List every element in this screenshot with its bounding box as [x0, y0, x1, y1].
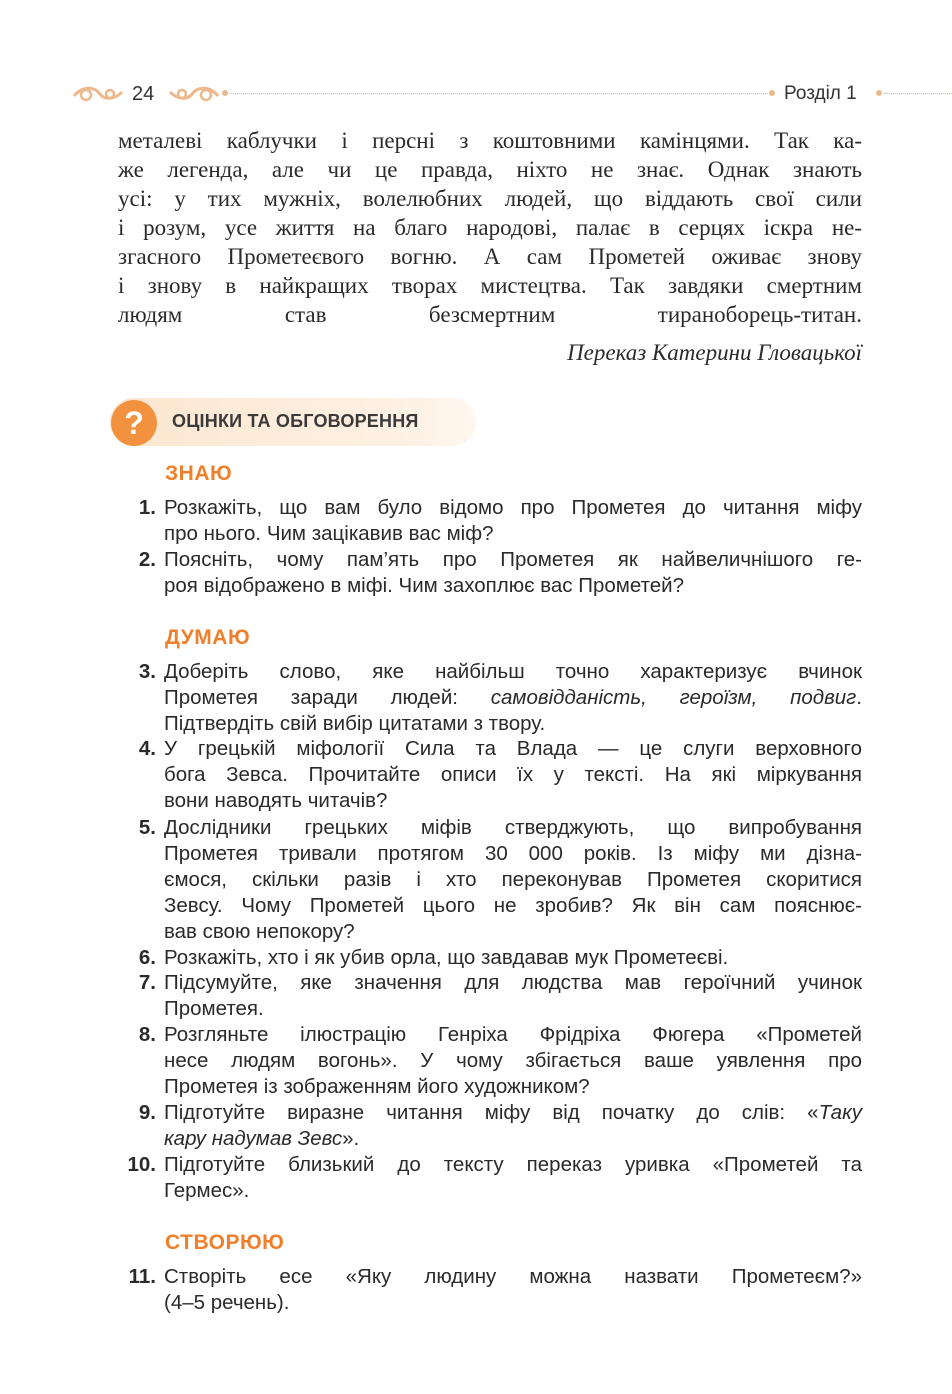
header-divider	[226, 93, 774, 94]
story-text	[118, 126, 862, 329]
question-number: 4.	[138, 737, 156, 760]
question-line: Доберіть слово, яке найбільш точно характеризує вчинок	[164, 660, 862, 683]
story-line: же легенда, але чи це правда, ніхто не знає. Однак знають	[118, 157, 862, 182]
question-icon: ?	[111, 400, 157, 446]
question-line: бога Зевса. Прочитайте описи їх у тексті. На які міркування	[164, 763, 862, 786]
question-number: 11.	[128, 1265, 156, 1288]
section-label: Розділ 1	[784, 83, 857, 104]
question-line	[164, 685, 862, 711]
question-line	[164, 1126, 862, 1152]
question-line: У грецькій міфології Сила та Влада — це слуги верховного	[164, 737, 862, 760]
question-number: 3.	[138, 660, 156, 683]
question-line: Поясніть, чому пам’ять про Прометея як найвеличнішого ге-	[164, 548, 862, 571]
question-number: 9.	[138, 1101, 156, 1124]
question-line: Підготуйте близький до тексту переказ уривка «Прометей та	[164, 1153, 862, 1176]
question-line: вав свою непокору?	[164, 920, 355, 943]
header-divider-dot	[769, 90, 775, 96]
question-text: .	[856, 686, 862, 709]
question-line: Гермес».	[164, 1179, 250, 1202]
question-text: ».	[342, 1127, 360, 1150]
question-text: Прометея заради людей:	[164, 686, 491, 709]
question-line: Прометея із зображенням його художником?	[164, 1075, 590, 1098]
question-number: 10.	[127, 1153, 156, 1176]
question-number: 8.	[138, 1023, 156, 1046]
page-header	[0, 72, 952, 116]
story-attribution: Переказ Катерини Гловацької	[567, 340, 862, 365]
question-line: (4–5 речень).	[164, 1291, 290, 1314]
page-number: 24	[132, 83, 155, 105]
question-number: 2.	[138, 548, 156, 571]
question-line: Підсумуйте, яке значення для людства мав героїчний учинок	[164, 971, 862, 994]
question-number: 6.	[138, 946, 156, 969]
question-italic-text: кару надумав Зевс	[164, 1127, 343, 1150]
question-number: 1.	[138, 496, 156, 519]
question-line: Прометея.	[164, 997, 264, 1020]
question-line: Дослідники грецьких міфів стверджують, що випробування	[164, 816, 862, 839]
question-line: роя відображено в міфі. Чим захоплює вас Прометей?	[164, 574, 685, 597]
question-line: Підтвердіть свій вибір цитатами з твору.	[164, 712, 546, 735]
question-line: про нього. Чим зацікавив вас міф?	[164, 522, 494, 545]
scroll-ornament-icon	[168, 82, 220, 106]
story-line: металеві каблучки і персні з коштовними камінцями. Так ка-	[118, 128, 862, 153]
question-line: Розкажіть, хто і як убив орла, що завдавав мук Прометеєві.	[164, 946, 729, 969]
question-number: 7.	[138, 971, 156, 994]
subhead-create: СТВОРЮЮ	[165, 1231, 285, 1254]
question-line: Створіть есе «Яку людину можна назвати Прометеєм?»	[164, 1265, 862, 1288]
question-line	[164, 1100, 862, 1126]
question-line: Прометея тривали протягом 30 000 років. Із міфу ми дізна-	[164, 842, 862, 865]
story-line: згасного Прометеєвого вогню. А сам Прометей оживає знову	[118, 244, 862, 269]
section-title: ОЦІНКИ ТА ОБГОВОРЕННЯ	[172, 411, 419, 431]
subhead-know: ЗНАЮ	[165, 462, 233, 485]
question-italic-text: самовідданість, героїзм, подвиг	[490, 686, 857, 709]
question-line: Розкажіть, що вам було відомо про Прометея до читання міфу	[164, 496, 862, 519]
question-italic-text: Таку	[818, 1101, 862, 1124]
story-line: людям став безсмертним тираноборець-титан.	[118, 302, 862, 327]
story-line: і знову в найкращих творах мистецтва. Так завдяки смертним	[118, 273, 862, 298]
question-line: Зевсу. Чому Прометей цього не зробив? Як він сам пояснює-	[164, 894, 862, 917]
story-line: і розум, усе життя на благо народові, палає в серцях іскра не-	[118, 215, 862, 240]
subhead-think: ДУМАЮ	[165, 626, 251, 649]
question-text: Підготуйте виразне читання міфу від початку до слів: «	[164, 1101, 819, 1124]
question-line: Розгляньте ілюстрацію Генріха Фрідріха Фюгера «Прометей	[164, 1023, 862, 1046]
header-divider	[884, 93, 952, 94]
scroll-ornament-icon	[72, 82, 124, 106]
question-line: несе людям вогонь». У чому збігається ваше уявлення про	[164, 1049, 862, 1072]
question-number: 5.	[138, 816, 156, 839]
question-line: вони наводять читачів?	[164, 789, 388, 812]
header-divider-dot	[876, 90, 882, 96]
question-line: ємося, скільки разів і хто переконував Прометея скоритися	[164, 868, 862, 891]
story-line: усі: у тих мужніх, волелюбних людей, що віддають свої сили	[118, 186, 862, 211]
